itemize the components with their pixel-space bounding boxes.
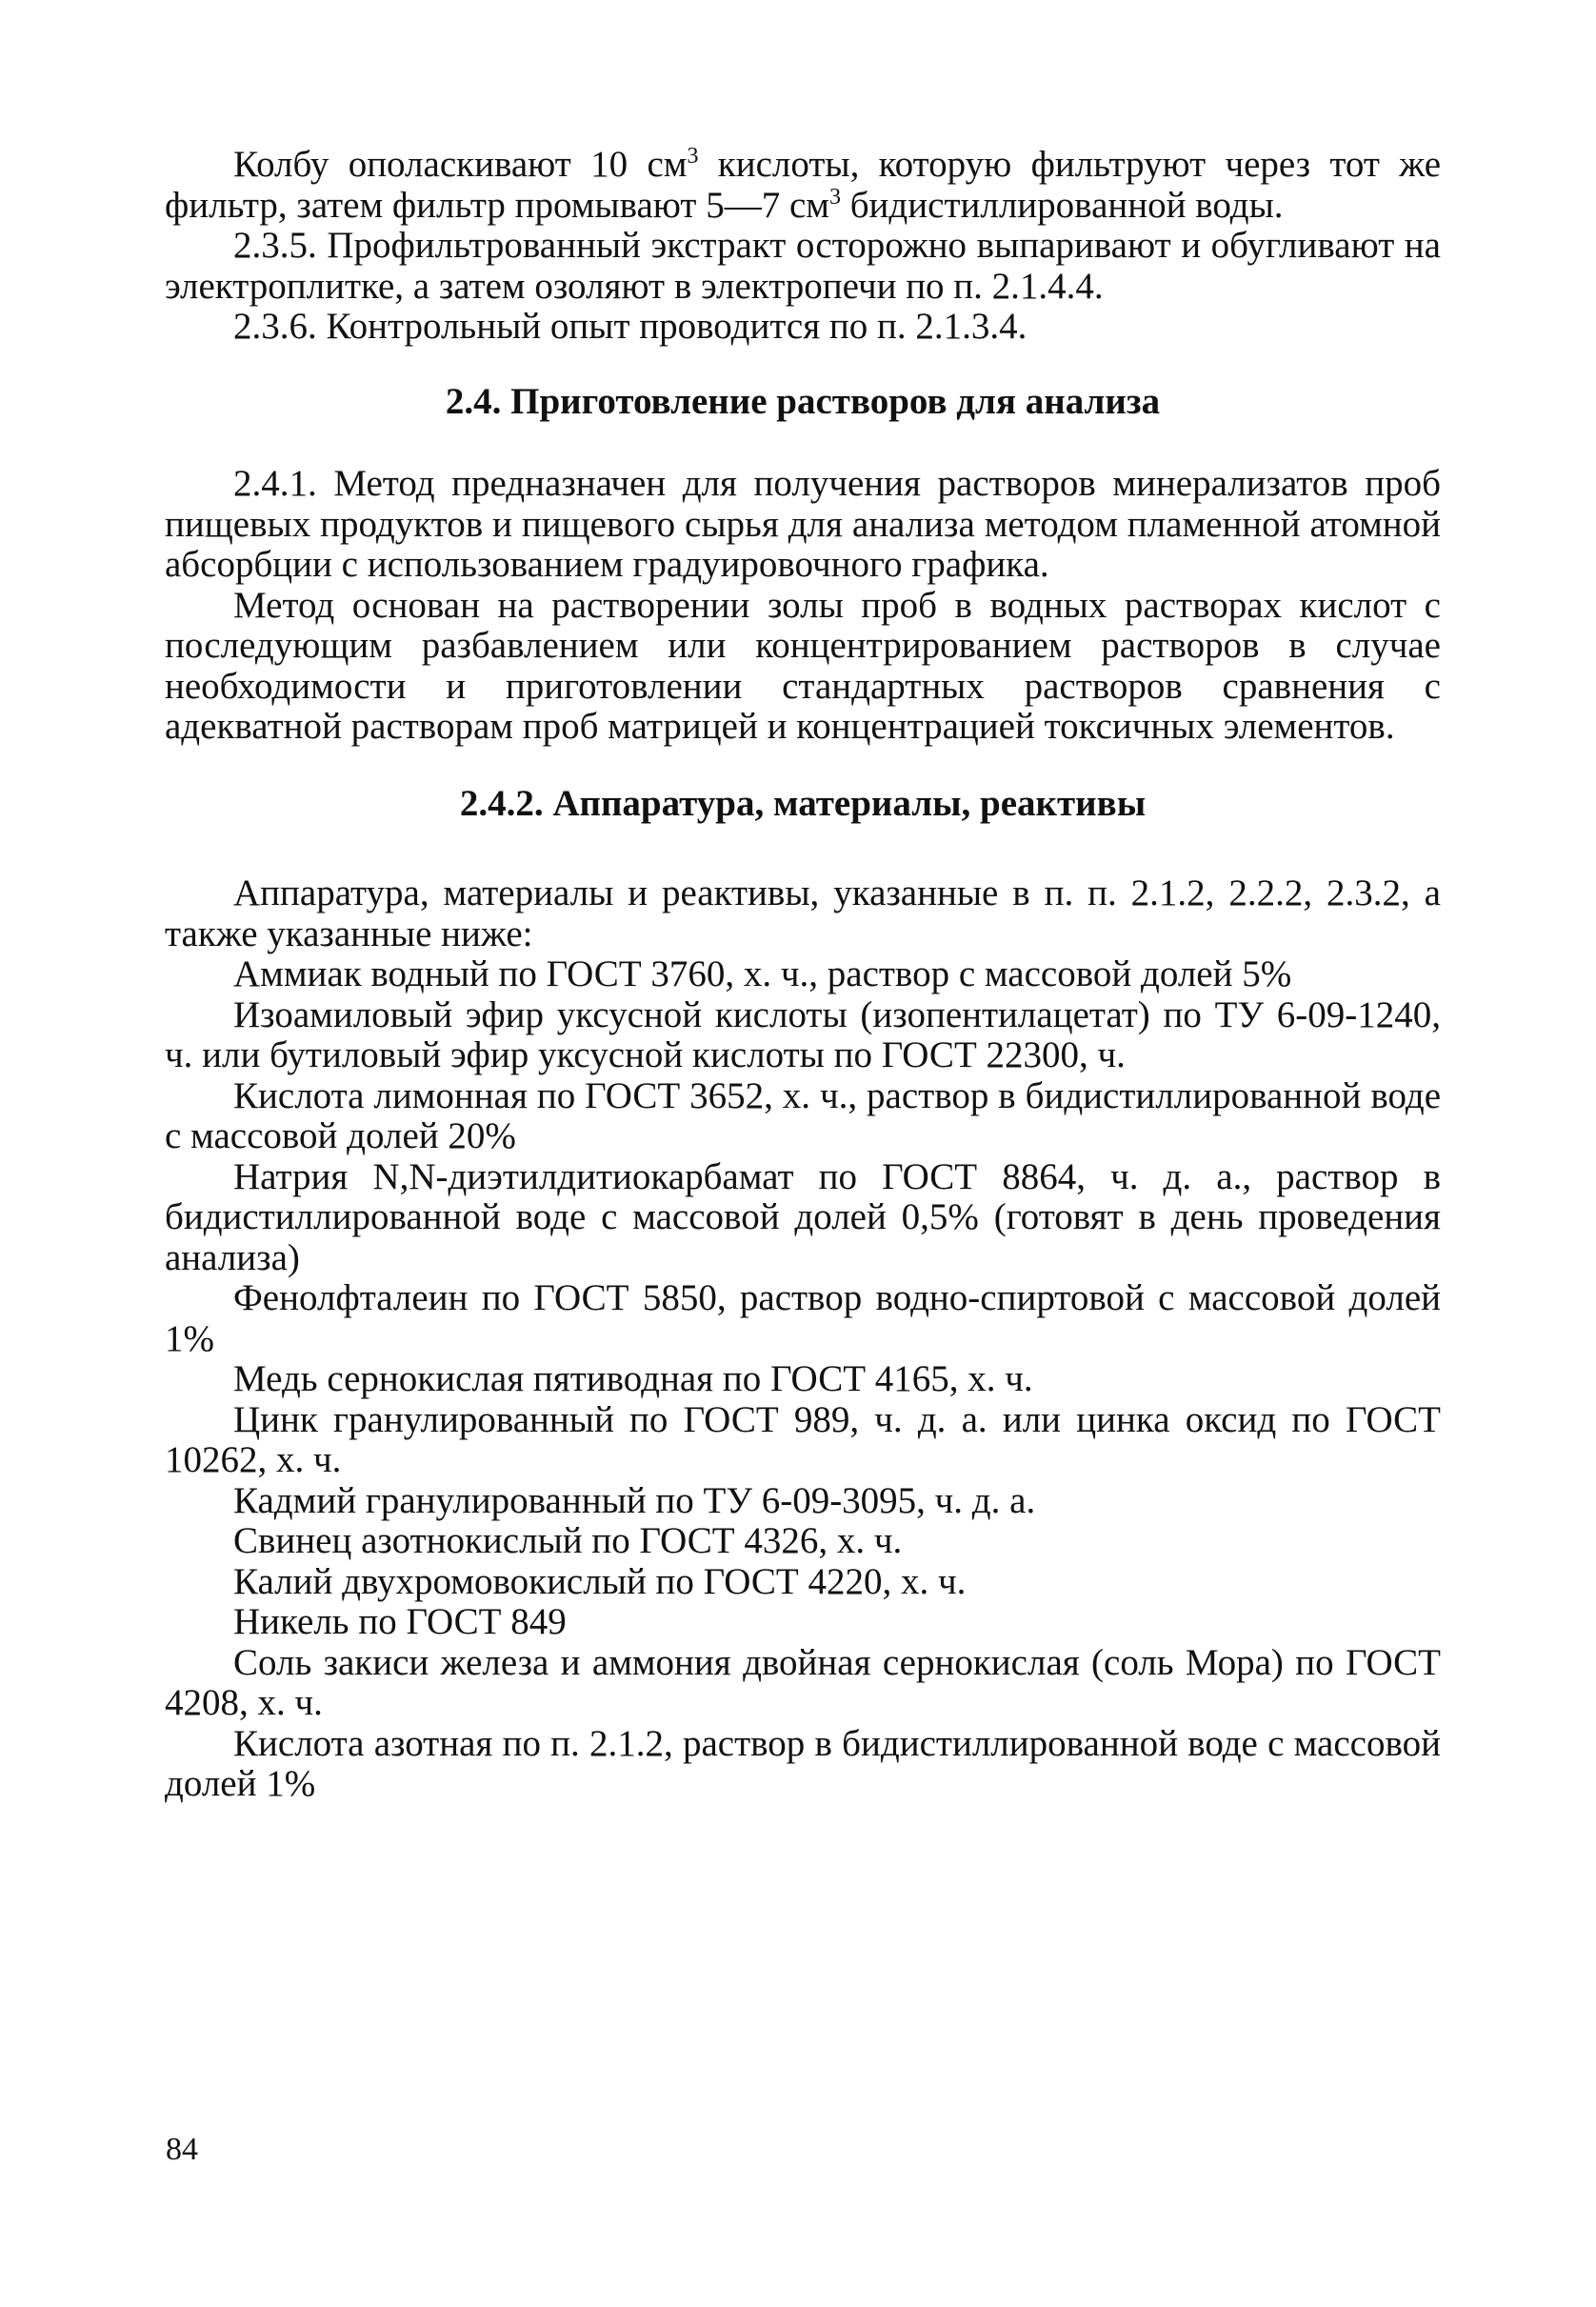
reagent-item: Медь сернокислая пятиводная по ГОСТ 4165, х. ч. bbox=[233, 1358, 1033, 1399]
section-heading-2-4: 2.4. Приготовление растворов для анализа bbox=[445, 380, 1161, 422]
reagent-item: Натрия N,N-диэтилдитиокарбамат по ГОСТ 8864, ч. д. а., раствор в бидистиллированной воде с массовой долей 0,5% (готовят в день проведения анализа) bbox=[165, 1155, 1441, 1278]
reagent-item: Калий двухромовокислый по ГОСТ 4220, х. ч. bbox=[233, 1560, 967, 1602]
paragraph-apparatus-intro: Аппаратура, материалы и реактивы, указанные в п. п. 2.1.2, 2.2.2, 2.3.2, а также указанные ниже: bbox=[165, 873, 1441, 954]
reagent-item: Фенолфталеин по ГОСТ 5850, раствор водно-спиртовой с массовой долей 1% bbox=[165, 1277, 1441, 1359]
paragraph-method-basis: Метод основан на растворении золы проб в водных растворах кислот с последующим разбавлением или концентрированием растворов в случае необходимости и приготовлении стандартных растворов сравнения с адекватной растворам проб матрицей и концентрацией токсичных элементов. bbox=[165, 584, 1441, 747]
reagent-item: Изоамиловый эфир уксусной кислоты (изопентилацетат) по ТУ 6-09-1240, ч. или бутиловый эфир уксусной кислоты по ГОСТ 22300, ч. bbox=[165, 993, 1441, 1075]
reagent-item: Свинец азотнокислый по ГОСТ 4326, х. ч. bbox=[233, 1520, 903, 1561]
page-number: 84 bbox=[166, 2132, 198, 2167]
paragraph-rinse-flask: Колбу ополаскивают 10 $см^3$ кислоты, которую фильтруют через тот же фильтр, затем фильтр промывают 5—7 $см^3$ бидистиллированной воды. bbox=[165, 144, 1442, 226]
reagent-item: Аммиак водный по ГОСТ 3760, х. ч., раствор с массовой долей 5% bbox=[233, 953, 1292, 994]
reagent-item: Кислота азотная по п. 2.1.2, раствор в бидистиллированной воде с массовой долей 1% bbox=[165, 1722, 1441, 1804]
reagent-item: Никель по ГОСТ 849 bbox=[233, 1601, 567, 1642]
reagent-item: Соль закиси железа и аммония двойная сернокислая (соль Мора) по ГОСТ 4208, х. ч. bbox=[165, 1641, 1441, 1723]
paragraph-2-3-5: 2.3.5. Профильтрованный экстракт осторожно выпаривают и обугливают на электроплитке, а затем озоляют в электропечи по п. 2.1.4.4. bbox=[165, 225, 1441, 307]
document-page bbox=[165, 145, 1441, 1805]
section-heading-2-4-2: 2.4.2. Аппаратура, материалы, реактивы bbox=[459, 782, 1147, 824]
reagent-item: Кадмий гранулированный по ТУ 6-09-3095, ч. д. а. bbox=[233, 1479, 1036, 1521]
paragraph-2-3-6: 2.3.6. Контрольный опыт проводится по п. 2.1.3.4. bbox=[233, 306, 1027, 347]
reagent-item: Кислота лимонная по ГОСТ 3652, х. ч., раствор в бидистиллированной воде с массовой долей 20% bbox=[165, 1074, 1441, 1156]
paragraph-2-4-1: 2.4.1. Метод предназначен для получения растворов минерализатов проб пищевых продуктов и пищевого сырья для анализа методом пламенной атомной абсорбции с использованием градуировочного графика. bbox=[165, 463, 1441, 585]
reagent-item: Цинк гранулированный по ГОСТ 989, ч. д. а. или цинка оксид по ГОСТ 10262, х. ч. bbox=[165, 1398, 1441, 1480]
